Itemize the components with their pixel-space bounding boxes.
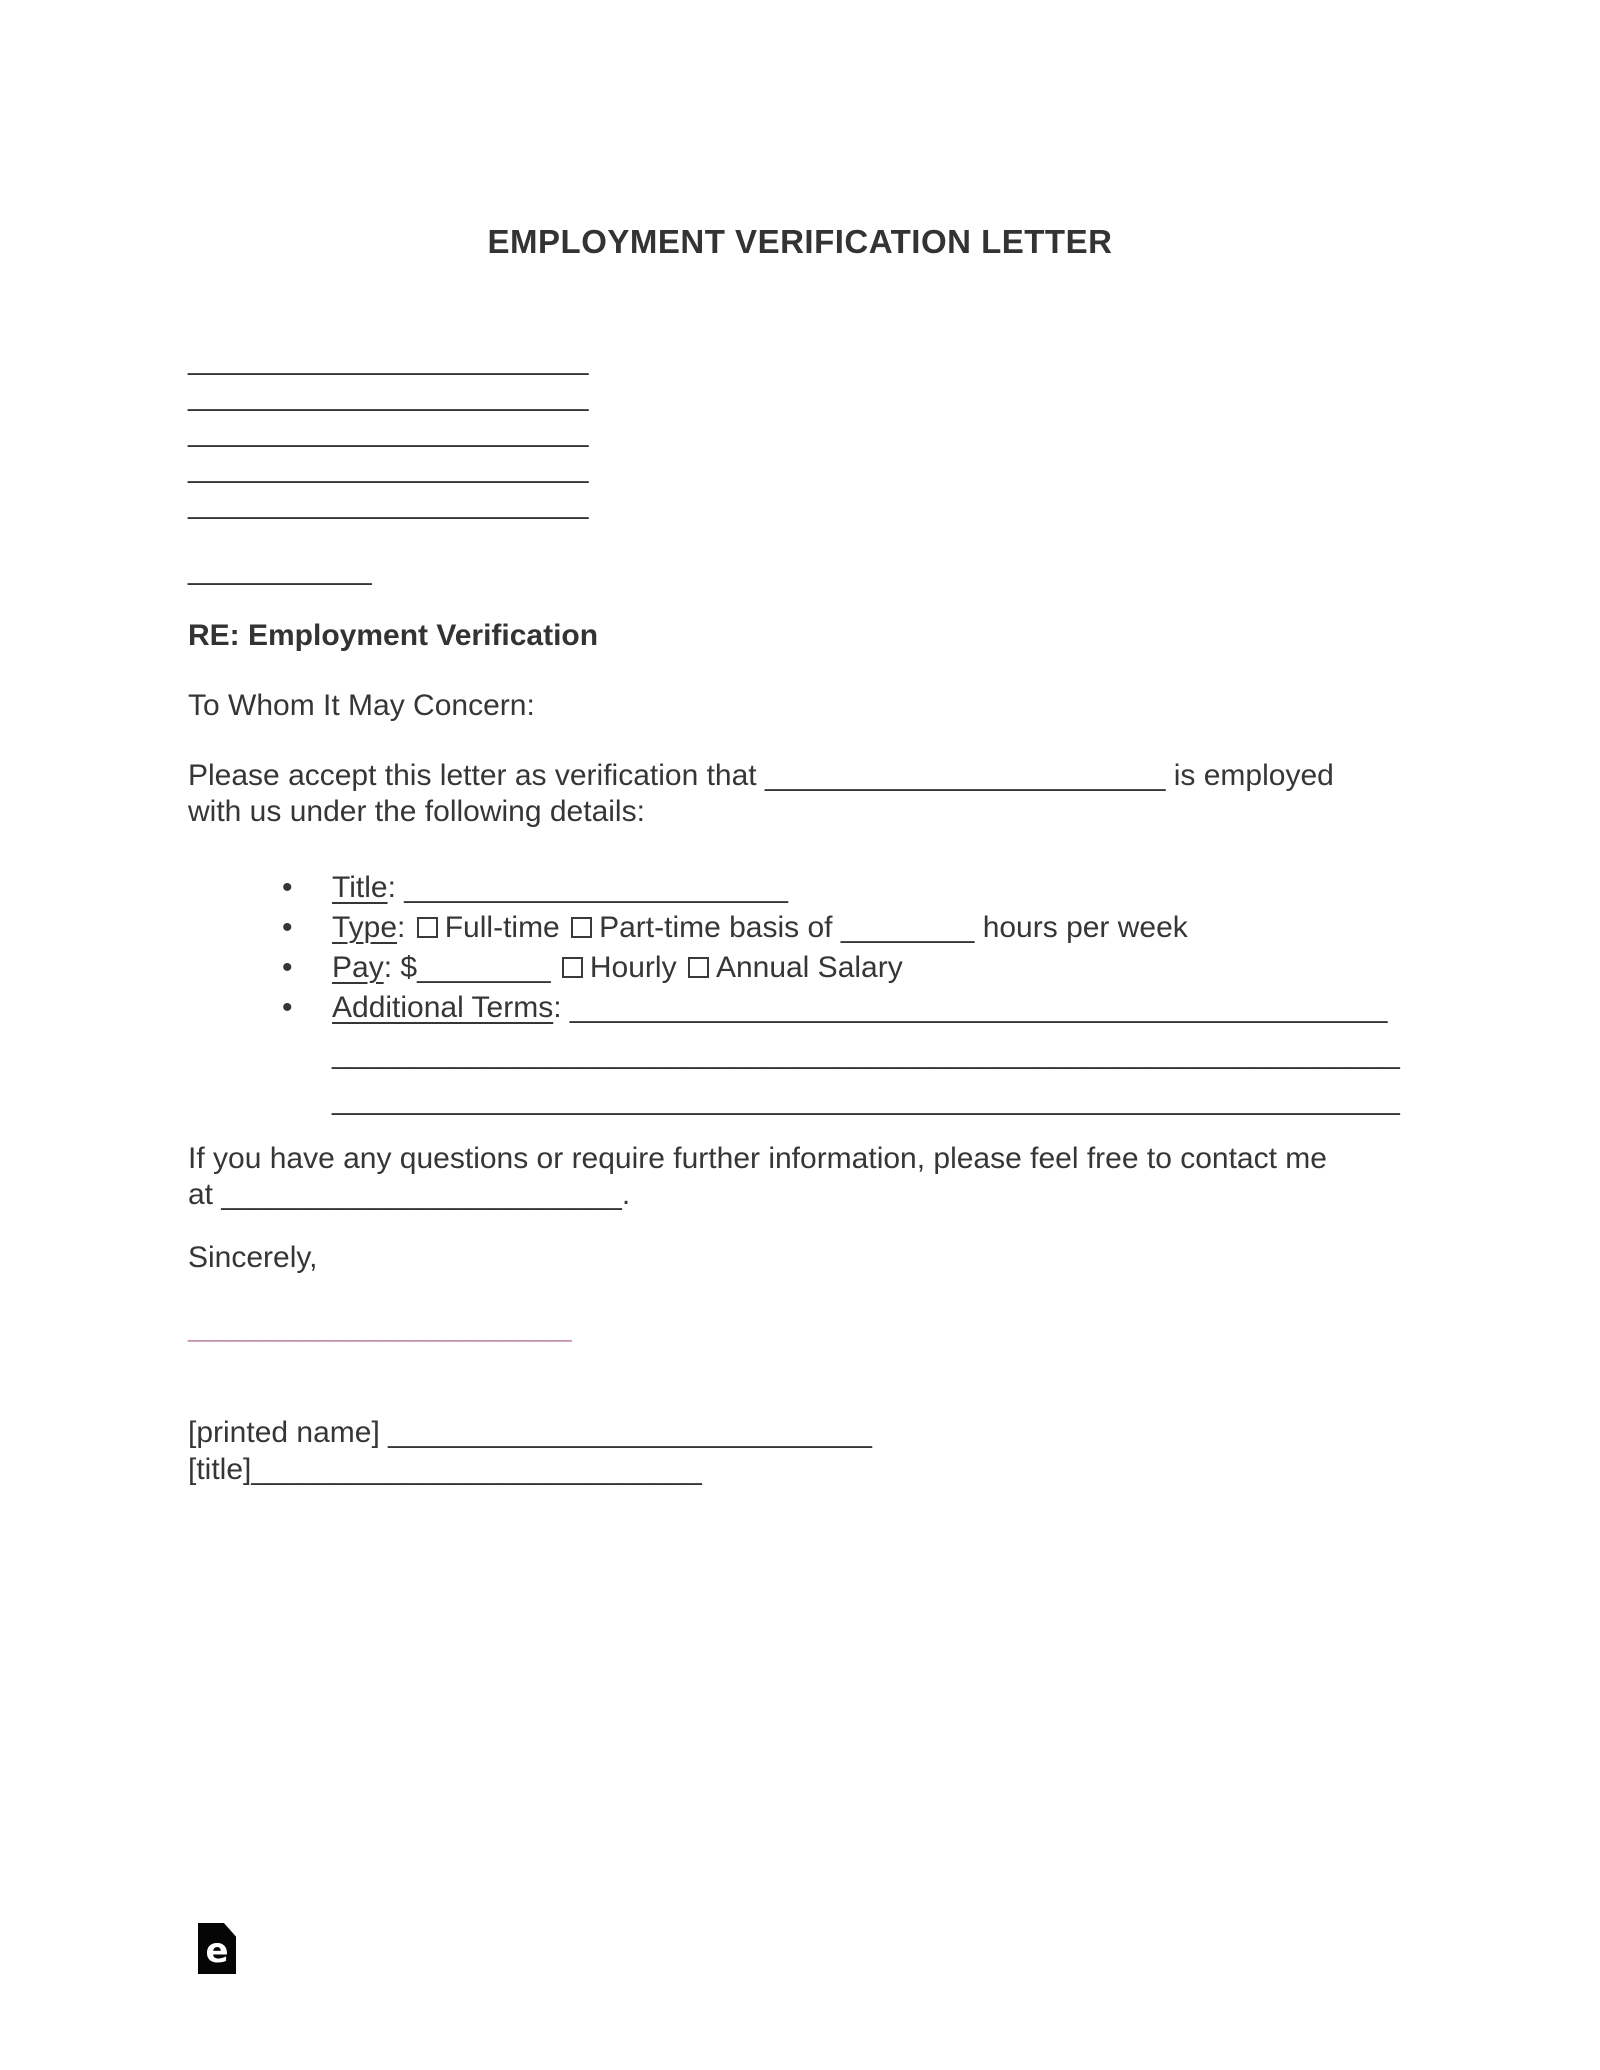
date-blank-line[interactable]: ___________ bbox=[188, 553, 372, 586]
printed-name-label: [printed name] bbox=[188, 1416, 380, 1449]
option-full-time-label: Full-time bbox=[444, 911, 560, 944]
signoff: Sincerely, bbox=[188, 1241, 318, 1274]
checkbox-hourly[interactable] bbox=[562, 957, 583, 978]
title-field-blank[interactable]: ___________________________ bbox=[251, 1453, 702, 1486]
closing-period: . bbox=[621, 1178, 631, 1211]
bullet-icon: • bbox=[282, 871, 293, 904]
address-blank-line[interactable]: ________________________ bbox=[188, 451, 589, 484]
hours-per-week-suffix: hours per week bbox=[982, 911, 1188, 944]
intro-text-before: Please accept this letter as verification that bbox=[188, 759, 757, 792]
title-colon: : bbox=[387, 871, 396, 904]
option-annual-salary-label: Annual Salary bbox=[715, 951, 903, 984]
employee-name-blank[interactable]: ________________________ bbox=[764, 759, 1166, 792]
detail-item-additional-terms bbox=[282, 988, 1412, 1120]
additional-terms-blank-2[interactable]: ________________________________________________________________ bbox=[332, 1037, 1400, 1070]
closing-paragraph bbox=[188, 1141, 1412, 1213]
address-blank-line[interactable]: ________________________ bbox=[188, 379, 589, 412]
checkbox-annual-salary[interactable] bbox=[688, 957, 709, 978]
intro-paragraph bbox=[188, 758, 1412, 830]
eforms-logo bbox=[198, 1923, 236, 1974]
recipient-address-block bbox=[188, 342, 1412, 522]
additional-terms-blank-1[interactable]: _________________________________________________ bbox=[569, 991, 1388, 1024]
subject-line: RE: Employment Verification bbox=[188, 619, 599, 652]
hours-per-week-blank[interactable]: ________ bbox=[840, 911, 975, 944]
title-label: Title bbox=[332, 871, 388, 904]
printed-name-block bbox=[188, 1414, 1412, 1488]
detail-item-pay bbox=[282, 948, 1412, 988]
pay-amount-blank[interactable]: ________ bbox=[417, 951, 551, 984]
intro-text-after: is employed bbox=[1173, 759, 1334, 792]
title-field-label: [title] bbox=[188, 1453, 252, 1486]
additional-terms-colon: : bbox=[553, 991, 562, 1024]
signature-blank-line[interactable]: _______________________ bbox=[188, 1312, 572, 1345]
eforms-logo-letter: e bbox=[205, 1930, 229, 1971]
salutation: To Whom It May Concern: bbox=[188, 689, 535, 722]
pay-label: Pay bbox=[332, 951, 384, 984]
checkbox-full-time[interactable] bbox=[417, 917, 438, 938]
additional-terms-label: Additional Terms bbox=[332, 991, 554, 1024]
bullet-icon: • bbox=[282, 951, 293, 984]
address-blank-line[interactable]: ________________________ bbox=[188, 487, 589, 520]
additional-terms-blank-3[interactable]: ________________________________________________________________ bbox=[332, 1083, 1400, 1116]
pay-colon-dollar: : $ bbox=[383, 951, 418, 984]
closing-text-line1: If you have any questions or require further information, please feel free to contact me bbox=[188, 1142, 1327, 1175]
type-colon: : bbox=[397, 911, 406, 944]
printed-name-blank[interactable]: _____________________________ bbox=[388, 1416, 872, 1449]
employment-details-list bbox=[282, 868, 1412, 1120]
address-blank-line[interactable]: ________________________ bbox=[188, 415, 589, 448]
closing-text-at: at bbox=[188, 1178, 214, 1211]
contact-info-blank[interactable]: ________________________ bbox=[221, 1178, 622, 1211]
detail-item-type bbox=[282, 908, 1412, 948]
detail-item-title bbox=[282, 868, 1412, 908]
address-blank-line[interactable]: ________________________ bbox=[188, 343, 589, 376]
intro-text-line2: with us under the following details: bbox=[188, 795, 645, 828]
bullet-icon: • bbox=[282, 991, 293, 1024]
document-title: EMPLOYMENT VERIFICATION LETTER bbox=[487, 223, 1113, 260]
title-blank[interactable]: _______________________ bbox=[404, 871, 788, 904]
type-label: Type bbox=[332, 911, 398, 944]
option-part-time-label: Part-time basis of bbox=[599, 911, 833, 944]
bullet-icon: • bbox=[282, 911, 293, 944]
option-hourly-label: Hourly bbox=[589, 951, 677, 984]
checkbox-part-time[interactable] bbox=[571, 917, 592, 938]
